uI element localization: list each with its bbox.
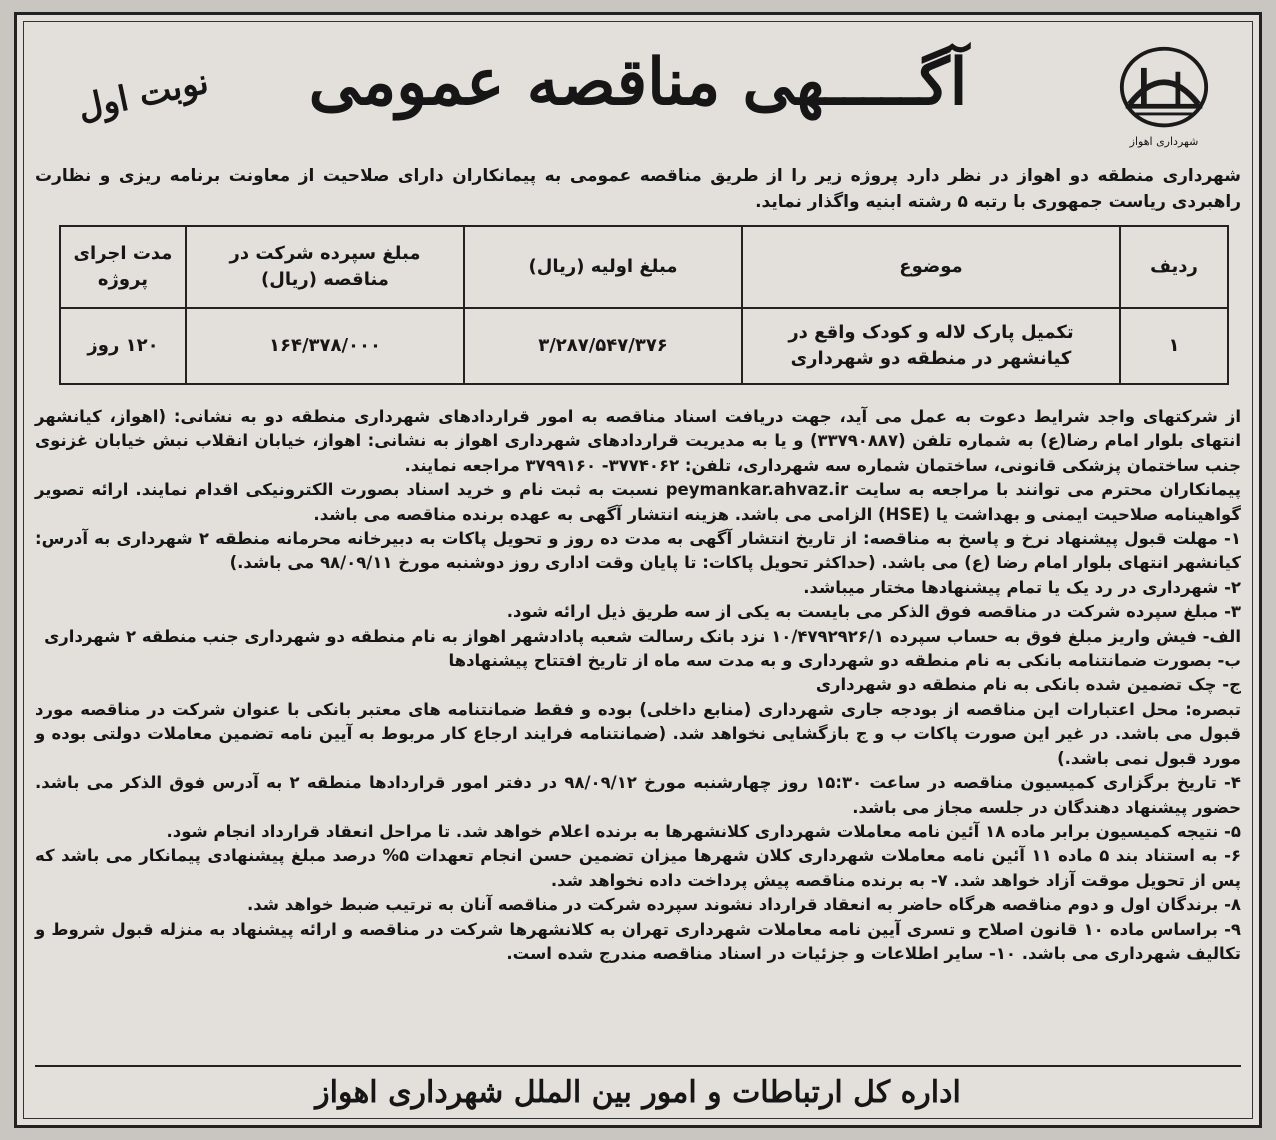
paragraph: پیمانکاران محترم می توانند با مراجعه به سایت peymankar.ahvaz.ir نسبت به ثبت نام و خرید اسناد بصورت الکترونیکی اقدام نمایند. ارائه تصویر گواهینامه صلاحیت ایمنی و بهداشت یا (HSE) الزامی می باشد. هزینه انتشار آگهی به عهده برنده مناقصه می باشد. <box>35 480 1241 524</box>
paragraph: ب- بصورت ضمانتنامه بانکی به نام منطقه دو شهرداری و به مدت سه ماه از تاریخ افتتاح پیشنهادها <box>448 651 1241 671</box>
paragraph: الف- فیش واریز مبلغ فوق به حساب سپرده ۱۰/۴۷۹۲۹۲۶/۱ نزد بانک رسالت شعبه پادادشهر اهواز به نام منطقه دو شهرداری جنب منطقه ۲ شهرداری <box>44 626 1241 646</box>
header-duration: مدت اجرای پروژه <box>60 226 186 308</box>
cell-deposit-amount: ۱۶۴/۳۷۸/۰۰۰ <box>186 308 464 384</box>
paragraph: ۹- براساس ماده ۱۰ قانون اصلاح و تسری آیین نامه معاملات شهرداری تهران به کلانشهرها شرکت در مناقصه و ارائه پیشنهاد به منزله قبول شروط و تکالیف شهرداری می باشد. ۱۰- سایر اطلاعات و جزئیات در اسناد مناقصه مندرج شده است. <box>35 919 1241 963</box>
paragraph: ۵- نتیجه کمیسیون برابر ماده ۱۸ آئین نامه معاملات شهرداری کلانشهرها به برنده اعلام خواهد شد. تا مراحل انعقاد قرارداد انجام شود. <box>166 821 1241 841</box>
paragraph: ج- چک تضمین شده بانکی به نام منطقه دو شهرداری <box>815 675 1241 695</box>
logo-caption: شهرداری اهواز <box>1129 135 1199 148</box>
bridge-logo-icon <box>1116 43 1212 135</box>
page-title: آگـــــهی مناقصه عمومی <box>308 45 968 120</box>
header-initial-amount: مبلغ اولیه (ریال) <box>464 226 742 308</box>
table-header-row <box>60 226 1228 308</box>
cell-initial-amount: ۳/۲۸۷/۵۴۷/۳۷۶ <box>464 308 742 384</box>
footer-department: اداره کل ارتباطات و امور بین الملل شهرداری اهواز <box>315 1075 961 1110</box>
footer-divider <box>35 1065 1241 1067</box>
cell-subject: تکمیل پارک لاله و کودک واقع در کیانشهر در منطقه دو شهرداری <box>742 308 1120 384</box>
header-subject: موضوع <box>742 226 1120 308</box>
paragraph: ۸- برندگان اول و دوم مناقصه هرگاه حاضر به انعقاد قرارداد نشوند سپرده شرکت در مناقصه آنان به ترتیب ضبط خواهد شد. <box>246 895 1241 915</box>
cell-duration: ۱۲۰ روز <box>60 308 186 384</box>
turn-label: نوبت اول <box>74 61 212 129</box>
intro-paragraph: شهرداری منطقه دو اهواز در نظر دارد پروژه زیر را از طریق مناقصه عمومی به پیمانکاران دارای صلاحیت از معاونت برنامه ریزی و نظارت راهبردی ریاست جمهوری با رتبه ۵ رشته ابنیه واگذار نماید. <box>35 166 1241 212</box>
paragraph: تبصره: محل اعتبارات این مناقصه از بودجه جاری شهرداری (منابع داخلی) بوده و فقط ضمانتنامه های معتبر بانکی با عنوان شرکت در مناقصه مورد قبول می باشد. در غیر این صورت پاکات ب و ج بازگشایی نخواهد شد. (ضمانتنامه فرایند ارجاع کار مربوط به آیین نامه تضمین معاملات دولتی بوده و مورد قبول نمی باشد.) <box>35 699 1241 768</box>
cell-row-number: ۱ <box>1120 308 1228 384</box>
paragraph: ۴- تاریخ برگزاری کمیسیون مناقصه در ساعت ۱۵:۳۰ روز چهارشنبه مورخ ۹۸/۰۹/۱۲ در دفتر امور قراردادها منطقه ۲ به آدرس فوق الذکر می باشد. حضور پیشنهاد دهندگان در جلسه مجاز می باشد. <box>35 773 1241 817</box>
paragraph: ۲- شهرداری در رد یک یا تمام پیشنهادها مختار میباشد. <box>803 577 1241 597</box>
header-deposit-amount: مبلغ سپرده شرکت در مناقصه (ریال) <box>186 226 464 308</box>
paragraph: ۱- مهلت قبول پیشنهاد نرخ و پاسخ به مناقصه: از تاریخ انتشار آگهی به مدت ده روز و تحویل پاکات به دبیرخانه محرمانه منطقه ۲ شهرداری به آدرس: کیانشهر انتهای بلوار امام رضا (ع) می باشد. (حداکثر تحویل پاکات: تا پایان وقت اداری روز دوشنبه مورخ ۹۸/۰۹/۱۱ می باشد.) <box>35 529 1241 573</box>
header-row-number: ردیف <box>1120 226 1228 308</box>
paragraph: ۳- مبلغ سپرده شرکت در مناقصه فوق الذکر می بایست به یکی از سه طریق ذیل ارائه شود. <box>506 602 1241 622</box>
conditions-body <box>35 405 1241 966</box>
paragraph: از شرکتهای واجد شرایط دعوت به عمل می آید، جهت دریافت اسناد مناقصه به امور قراردادهای شهرداری منطقه دو به نشانی: (اهواز، کیانشهر انتهای بلوار امام رضا(ع) به شماره تلفن (۳۳۷۹۰۸۸۷) و یا به مدیریت قراردادهای شهرداری اهواز به نشانی: اهواز، خیابان انقلاب نبش خیابان غزنوی جنب ساختمان پزشکی قانونی، ساختمان شماره سه شهرداری، تلفن: ۳۷۷۴۰۶۲- ۳۷۹۹۱۶۰ مراجعه نمایند. <box>35 407 1241 475</box>
table-row <box>60 308 1228 384</box>
tender-table <box>59 225 1229 385</box>
advertisement-page <box>14 12 1262 1128</box>
municipality-logo <box>1109 43 1219 153</box>
paragraph: ۶- به استناد بند ۵ ماده ۱۱ آئین نامه معاملات شهرداری کلان شهرها میزان تضمین حسن انجام تعهدات ۵% درصد مبلغ پیشنهادی پیمانکار می باشد که پس از تحویل موقت آزاد خواهد شد. ۷- به برنده مناقصه پیش پرداخت داده نخواهد شد. <box>35 846 1242 890</box>
